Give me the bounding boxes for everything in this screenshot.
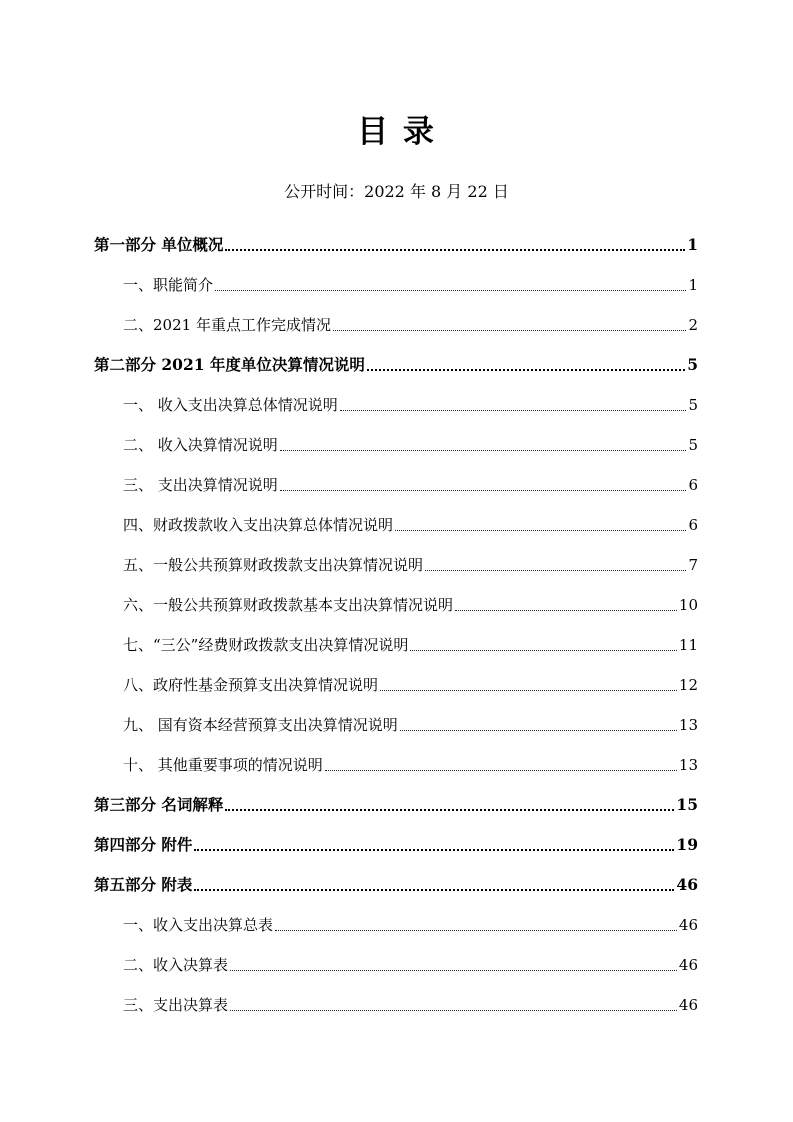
toc-page-number: 13 <box>678 716 698 734</box>
toc-subsection-entry[interactable] <box>123 385 698 415</box>
toc-subsection-entry[interactable] <box>123 545 698 575</box>
toc-page-number: 5 <box>688 396 698 414</box>
toc-subsection-entry[interactable] <box>123 905 698 935</box>
toc-page-number: 12 <box>678 676 698 694</box>
toc-entry-label: 第四部分 附件 <box>94 835 193 854</box>
toc-dot-leader <box>225 249 685 251</box>
toc-entry-label: 第一部分 单位概况 <box>94 235 224 254</box>
toc-section-entry[interactable] <box>94 785 698 815</box>
toc-page-number: 46 <box>678 916 698 934</box>
toc-dot-leader <box>340 410 686 411</box>
toc-entry-label: 二、2021 年重点工作完成情况 <box>123 316 331 334</box>
toc-subsection-entry[interactable] <box>123 305 698 335</box>
toc-dot-leader <box>194 889 674 891</box>
toc-subsection-entry[interactable] <box>123 505 698 535</box>
toc-dot-leader <box>275 930 677 931</box>
toc-entry-label: 七、“三公”经费财政拨款支出决算情况说明 <box>123 636 409 654</box>
toc-subsection-entry[interactable] <box>123 705 698 735</box>
toc-entry-label: 一、 收入支出决算总体情况说明 <box>123 396 338 414</box>
toc-section-entry[interactable] <box>94 225 698 255</box>
toc-page-number: 5 <box>688 436 698 454</box>
toc-dot-leader <box>230 970 677 971</box>
toc-subsection-entry[interactable] <box>123 665 698 695</box>
toc-section-entry[interactable] <box>94 345 698 375</box>
toc-dot-leader <box>280 450 686 451</box>
toc-dot-leader <box>225 809 674 811</box>
toc-entry-label: 九、 国有资本经营预算支出决算情况说明 <box>123 716 398 734</box>
toc-entry-label: 十、 其他重要事项的情况说明 <box>123 756 323 774</box>
toc-entry-label: 六、一般公共预算财政拨款基本支出决算情况说明 <box>123 596 454 614</box>
toc-subsection-entry[interactable] <box>123 625 698 655</box>
toc-entry-label: 一、收入支出决算总表 <box>123 916 274 934</box>
toc-dot-leader <box>395 530 686 531</box>
toc-subsection-entry[interactable] <box>123 745 698 775</box>
toc-page-number: 5 <box>687 355 698 374</box>
toc-dot-leader <box>325 770 677 771</box>
page-title: 目 录 <box>357 114 436 150</box>
toc-dot-leader <box>194 849 674 851</box>
toc-entry-label: 第二部分 2021 年度单位决算情况说明 <box>94 355 365 374</box>
toc-entry-label: 第三部分 名词解释 <box>94 795 224 814</box>
toc-page-number: 10 <box>678 596 698 614</box>
toc-entry-label: 四、财政拨款收入支出决算总体情况说明 <box>123 516 394 534</box>
toc-section-entry[interactable] <box>94 825 698 855</box>
toc-entry-label: 五、一般公共预算财政拨款支出决算情况说明 <box>123 556 424 574</box>
toc-dot-leader <box>280 490 686 491</box>
toc-subsection-entry[interactable] <box>123 425 698 455</box>
toc-entry-label: 第五部分 附表 <box>94 875 193 894</box>
toc-page-number: 15 <box>676 795 698 814</box>
toc-page-number: 46 <box>678 956 698 974</box>
toc-page-number: 1 <box>688 276 698 294</box>
toc-page-number: 7 <box>688 556 698 574</box>
toc-dot-leader <box>333 330 686 331</box>
toc-page-number: 1 <box>687 235 698 254</box>
toc-entry-label: 三、支出决算表 <box>123 996 229 1014</box>
toc-dot-leader <box>230 1010 677 1011</box>
toc-page-number: 6 <box>688 476 698 494</box>
toc-subsection-entry[interactable] <box>123 265 698 295</box>
publish-date: 公开时间：2022 年 8 月 22 日 <box>284 182 509 201</box>
toc-dot-leader <box>215 290 686 291</box>
toc-page-number: 19 <box>676 835 698 854</box>
toc-subsection-entry[interactable] <box>123 465 698 495</box>
toc-section-entry[interactable] <box>94 865 698 895</box>
toc-subsection-entry[interactable] <box>123 585 698 615</box>
toc-entry-label: 一、职能简介 <box>123 276 214 294</box>
toc-subsection-entry[interactable] <box>123 945 698 975</box>
toc-entry-label: 三、 支出决算情况说明 <box>123 476 278 494</box>
toc-page-number: 13 <box>678 756 698 774</box>
toc-dot-leader <box>425 570 686 571</box>
toc-entry-label: 二、收入决算表 <box>123 956 229 974</box>
toc-dot-leader <box>410 650 677 651</box>
toc-page-number: 46 <box>678 996 698 1014</box>
toc-entry-label: 二、 收入决算情况说明 <box>123 436 278 454</box>
toc-page-number: 6 <box>688 516 698 534</box>
toc-page-number: 11 <box>678 636 698 654</box>
toc-page-number: 2 <box>688 316 698 334</box>
toc-dot-leader <box>455 610 677 611</box>
toc-dot-leader <box>380 690 677 691</box>
toc-subsection-entry[interactable] <box>123 985 698 1015</box>
toc-page-number: 46 <box>676 875 698 894</box>
toc-entry-label: 八、政府性基金预算支出决算情况说明 <box>123 676 379 694</box>
toc-dot-leader <box>400 730 677 731</box>
toc-dot-leader <box>367 369 685 371</box>
